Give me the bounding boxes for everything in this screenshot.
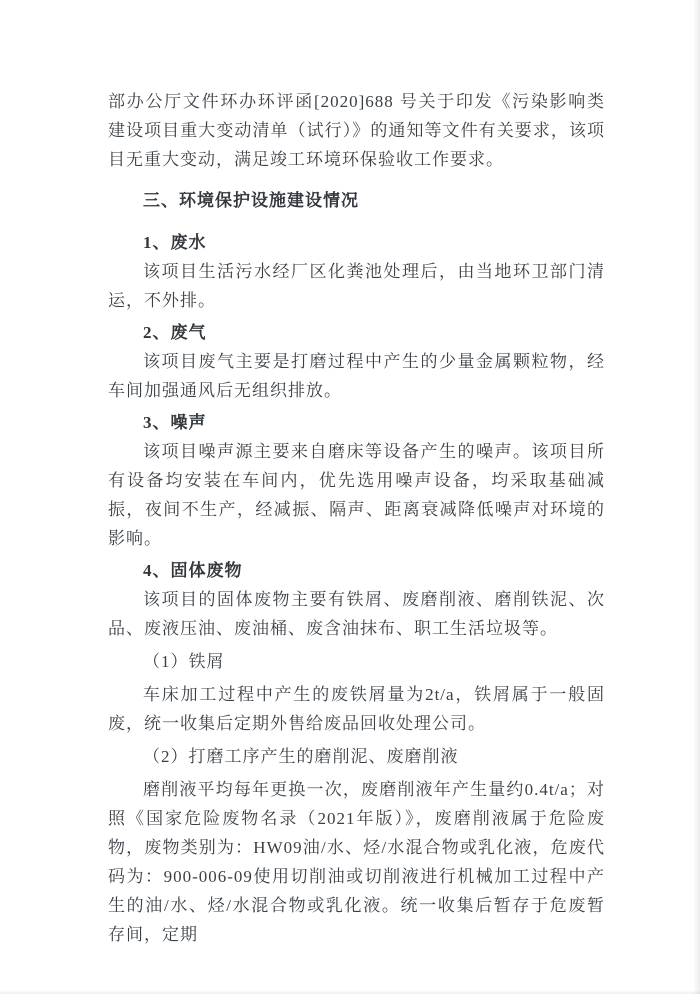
subsection-heading: 3、噪声 [143, 413, 207, 432]
section-heading: 三、环境保护设施建设情况 [143, 191, 359, 210]
paragraph: 该项目噪声源主要来自磨床等设备产生的噪声。该项目所有设备均安装在车间内，优先选用噪声设备，均采取基础减振，夜间不生产，经减振、隔声、距离衰减降低噪声对环境的影响。 [108, 442, 605, 548]
list-item-heading: （1）铁屑 [143, 652, 225, 671]
paragraph: 磨削液平均每年更换一次，废磨削液年产生量约0.4t/a；对照《国家危险废物名录（2021年版）》，废磨削液属于危险废物，废物类别为：HW09油/水、烃/水混合物或乳化液，危废代码为：900-006-09使用切削油或切削液进行机械加工过程中产生的油/水、烃/水混合物或乳化液。统一收集后暂存于危废暂存间，定期 [108, 780, 605, 944]
subsection-heading: 1、废水 [143, 233, 207, 252]
paragraph: 该项目生活污水经厂区化粪池处理后，由当地环卫部门清运，不外排。 [108, 262, 605, 310]
subsection-heading: 4、固体废物 [143, 561, 243, 580]
paragraph: 车床加工过程中产生的废铁屑量为2t/a，铁屑属于一般固废，统一收集后定期外售给废品回收处理公司。 [108, 685, 605, 733]
paragraph: 部办公厅文件环办环评函[2020]688 号关于印发《污染影响类建设项目重大变动清单（试行）》的通知等文件有关要求，该项目无重大变动，满足竣工环境环保验收工作要求。 [108, 92, 605, 169]
document-content [108, 87, 605, 949]
subsection-heading: 2、废气 [143, 323, 207, 342]
paragraph: 该项目的固体废物主要有铁屑、废磨削液、磨削铁泥、次品、废液压油、废油桶、废含油抹布、职工生活垃圾等。 [108, 590, 605, 638]
list-item-heading: （2）打磨工序产生的磨削泥、废磨削液 [143, 747, 459, 766]
paragraph: 该项目废气主要是打磨过程中产生的少量金属颗粒物，经车间加强通风后无组织排放。 [108, 352, 605, 400]
